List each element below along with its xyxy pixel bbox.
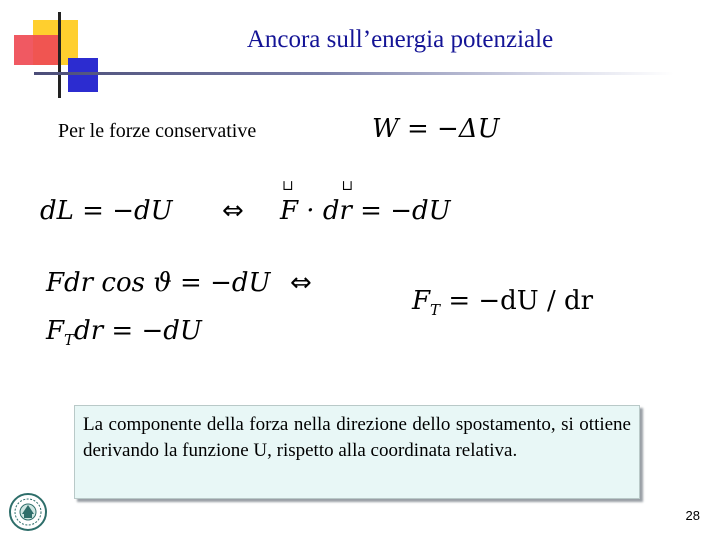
explanation-text: La componente della forza nella direzione dello spostamento, si ottiene derivando la funzione U, rispetto alla coordinata relativa. <box>83 414 631 461</box>
explanation-box <box>74 405 640 499</box>
equivalence-arrow-1: ⇔ <box>222 196 244 226</box>
university-seal-icon <box>8 492 48 532</box>
dot-d: · d <box>298 196 340 226</box>
vector-force: ⊔ F <box>280 196 298 226</box>
subscript-t: T <box>430 301 441 319</box>
slide-title: Ancora sull’energia potenziale <box>246 26 554 53</box>
page-number: 28 <box>685 508 700 523</box>
vector-r: ⊔ r <box>339 196 351 226</box>
equation-work: W = −ΔU <box>372 114 500 144</box>
intro-label: Per le forze conservative <box>58 120 257 142</box>
corner-decoration-blue <box>68 58 98 92</box>
equivalence-arrow-2: ⇔ <box>290 268 312 298</box>
symbol-f: F <box>46 316 65 346</box>
equation-ft-result <box>412 286 593 319</box>
subscript-t: T <box>64 331 75 349</box>
equation-ft-dr <box>46 316 202 349</box>
equation-ft-result-rest: = −dU / dr <box>440 286 594 316</box>
equation-dl: dL = −dU <box>40 196 173 226</box>
equation-ft-rest: dr = −dU <box>74 316 202 346</box>
title-underline <box>34 72 674 75</box>
equation-force-dot <box>280 196 451 226</box>
equals-du: = −dU <box>351 196 451 226</box>
corner-vertical-line <box>58 12 61 98</box>
symbol-f: F <box>412 286 431 316</box>
equation-cos: Fdr cos ϑ = −dU <box>46 268 271 298</box>
